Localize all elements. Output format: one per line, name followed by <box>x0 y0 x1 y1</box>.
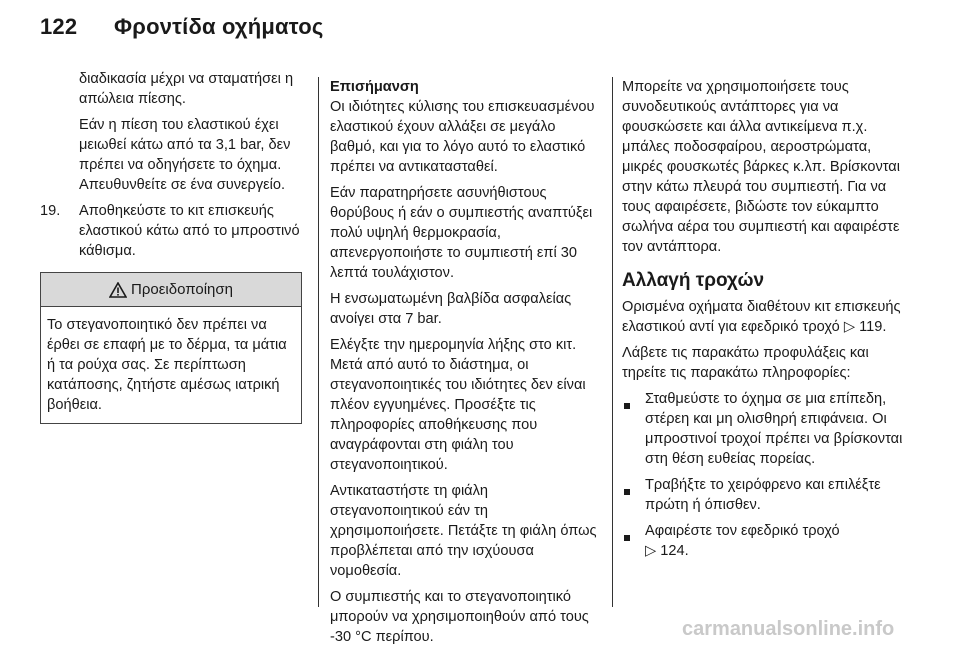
paragraph: Εάν η πίεση του ελαστικού έχει μειωθεί κάτω από τα 3,1 bar, δεν πρέπει να οδηγήσετε το όχημα. Απευθυνθείτε σε ένα συνεργείο. <box>79 117 291 193</box>
bullet-square-icon <box>622 475 645 521</box>
watermark: carmanualsonline.info <box>682 618 895 640</box>
paragraph: Ο συμπιεστής και το στεγανοποιητικό μπορούν να χρησιμοποιηθούν από τους -30 °C περίπου. <box>330 589 589 645</box>
page-header <box>40 14 323 40</box>
column-divider <box>318 77 319 607</box>
list-item <box>622 389 912 475</box>
page-ref-arrow-icon: ▷ <box>843 319 856 335</box>
paragraph: διαδικασία μέχρι να σταματήσει η απώλεια πίεσης. <box>79 71 294 107</box>
warning-title: Προειδοποίηση <box>131 280 233 298</box>
list-item <box>622 521 912 567</box>
item-number: 19. <box>40 203 61 219</box>
column-divider <box>612 77 613 607</box>
page-ref-arrow-icon: ▷ <box>645 543 657 559</box>
bullet-text: Τραβήξτε το χειρόφρενο και επιλέξτε πρώτη ή όπισθεν. <box>645 477 881 513</box>
paragraph: Εάν παρατηρήσετε ασυνήθιστους θορύβους ή εάν ο συμπιεστής αναπτύξει πολύ υψηλή θερμοκρασία, απενεργοποιήστε το συμπιεστή επί 30 λεπτά τουλάχιστον. <box>330 185 593 281</box>
list-item <box>40 201 302 261</box>
item-text: Αποθηκεύστε το κιτ επισκευής ελαστικού κάτω από το μπροστινό κάθισμα. <box>79 203 300 259</box>
bullet-text-wrap <box>645 521 840 561</box>
column-right <box>622 77 912 567</box>
note-title: Επισήμανση <box>330 79 419 95</box>
list-item <box>622 475 912 521</box>
bullet-square-icon <box>622 521 645 567</box>
paragraph: Η ενσωματωμένη βαλβίδα ασφαλείας ανοίγει στα 7 bar. <box>330 291 572 327</box>
paragraph: Ελέγξτε την ημερομηνία λήξης στο κιτ. Μετά από αυτό το διάστημα, οι στεγανοποιητικές του ιδιότητες δεν είναι πλέον εγγυημένες. Προσέξτε τις πληροφορίες αποθήκευσης που αναγράφονται στη φιάλη του στεγανοποιητικού. <box>330 337 586 473</box>
page-ref: 124. <box>660 543 689 559</box>
warning-triangle-icon <box>109 282 127 298</box>
paragraph: Οι ιδιότητες κύλισης του επισκευασμένου ελαστικού έχουν αλλάξει σε μεγάλο βαθμό, και για το λόγο αυτό το ελαστικό πρέπει να αντικατασταθεί. <box>330 99 595 175</box>
paragraph: Αντικαταστήστε τη φιάλη στεγανοποιητικού εάν τη χρησιμοποιήσετε. Πετάξτε τη φιάλη όπως προβλέπεται από την ισχύουσα νομοθεσία. <box>330 483 597 579</box>
bullet-text: Σταθμεύστε το όχημα σε μια επίπεδη, στέρεη και μη ολισθηρή επιφάνεια. Οι μπροστινοί τροχοί πρέπει να βρίσκονται στη θέση ευθείας πορείας. <box>645 391 903 467</box>
column-left <box>40 69 302 424</box>
page-title: Φροντίδα οχήματος <box>114 14 324 39</box>
page-number: 122 <box>40 14 78 39</box>
paragraph: Μπορείτε να χρησιμοποιήσετε τους συνοδευτικούς αντάπτορες για να φουσκώσετε και άλλα αντικείμενα π.χ. μπάλες ποδοσφαίρου, αεροστρώματα, μικρές φουσκωτές βάρκες κ.λπ. Βρίσκονται στην κάτω πλευρά του συμπιεστή. Για να τους αφαιρέσετε, βιδώστε τον εύκαμπτο σωλήνα αέρα του συμπιεστή και αφαιρέστε τον αντάπτορα. <box>622 79 900 255</box>
bullet-square-icon <box>622 389 645 475</box>
paragraph-text: Ορισμένα οχήματα διαθέτουν κιτ επισκευής ελαστικού αντί για εφεδρικό τροχό <box>622 299 901 335</box>
paragraph: Λάβετε τις παρακάτω προφυλάξεις και τηρείτε τις παρακάτω πληροφορίες: <box>622 345 869 381</box>
warning-text: Το στεγανοποιητικό δεν πρέπει να έρθει σε επαφή με το δέρμα, τα μάτια ή τα ρούχα σας. Σε περίπτωση κατάποσης, ζητήστε αμέσως ιατρική βοήθεια. <box>47 317 287 413</box>
section-title: Αλλαγή τροχών <box>622 270 765 291</box>
column-middle <box>330 77 604 653</box>
page-ref: 119. <box>859 319 887 335</box>
warning-header <box>41 273 301 307</box>
bullet-text: Αφαιρέστε τον εφεδρικό τροχό <box>645 523 840 539</box>
paragraph <box>622 297 912 337</box>
warning-box <box>40 272 302 424</box>
